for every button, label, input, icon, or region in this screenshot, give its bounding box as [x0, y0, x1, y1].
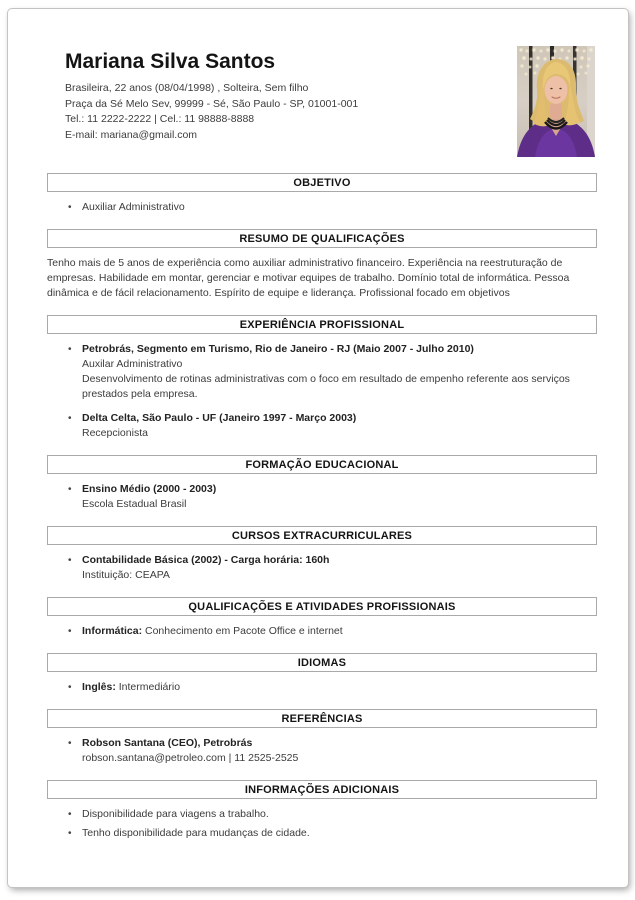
section-formacao: [47, 455, 597, 512]
section-title-formacao: FORMAÇÃO EDUCACIONAL: [47, 455, 597, 474]
job-role: Recepcionista: [82, 427, 148, 439]
section-idiomas: [47, 653, 597, 695]
profile-photo: [517, 46, 595, 157]
section-adicionais: [47, 780, 597, 841]
resume-body: [8, 173, 628, 841]
email-line: E-mail: mariana@gmail.com: [65, 128, 198, 141]
job-entry: [47, 342, 597, 402]
section-title-referencias: REFERÊNCIAS: [47, 709, 597, 728]
section-title-qualificacoes: QUALIFICAÇÕES E ATIVIDADES PROFISSIONAIS: [47, 597, 597, 616]
job-description: Desenvolvimento de rotinas administrativas com o foco em resultado de empenho referente aos serviços prestados pela empresa.: [82, 373, 570, 400]
section-title-idiomas: IDIOMAS: [47, 653, 597, 672]
reference-name: • Robson Santana (CEO), Petrobrás: [82, 737, 253, 749]
job-entry: [47, 411, 597, 441]
skill-label: Informática:: [82, 625, 143, 637]
reference-contact: robson.santana@petroleo.com | 11 2525-2525: [82, 752, 299, 764]
resume-page: [8, 9, 628, 887]
skill-entry: [47, 624, 597, 639]
job-role: Auxilar Administrativo: [82, 358, 183, 370]
resume-header: [8, 9, 628, 143]
course-institution: Instituição: CEAPA: [82, 569, 170, 581]
section-title-cursos: CURSOS EXTRACURRICULARES: [47, 526, 597, 545]
list-item-objetivo: • Auxiliar Administrativo: [47, 200, 597, 215]
profile-photo-image: [517, 46, 595, 157]
reference-entry: [47, 736, 597, 766]
job-heading: • Petrobrás, Segmento em Turismo, Rio de Janeiro - RJ (Maio 2007 - Julho 2010): [82, 343, 474, 355]
address-line: Praça da Sé Melo Sev, 99999 - Sé, São Paulo - SP, 01001-001: [65, 97, 359, 110]
section-title-experiencia: EXPERIÊNCIA PROFISSIONAL: [47, 315, 597, 334]
person-name: Mariana Silva Santos: [65, 50, 276, 73]
section-qualificacoes: [47, 597, 597, 639]
course-name: • Contabilidade Básica (2002) - Carga horária: 160h: [82, 554, 330, 566]
summary-paragraph: Tenho mais de 5 anos de experiência como auxiliar administrativo financeiro. Experiência na reestruturação de empresas. Habilidade em montar, gerenciar e motivar equipes de trabalho. Domínio total de informática. Pessoa dinâmica e de fácil relacionamento. Espírito de equipe e liderança. Profissional focado em objetivos: [47, 257, 570, 299]
section-objetivo: [47, 173, 597, 215]
section-cursos: [47, 526, 597, 583]
course-entry: [47, 553, 597, 583]
language-entry: [47, 680, 597, 695]
section-resumo: [47, 229, 597, 301]
section-title-adicionais: INFORMAÇÕES ADICIONAIS: [47, 780, 597, 799]
section-experiencia: [47, 315, 597, 441]
additional-info-item: • Tenho disponibilidade para mudanças de cidade.: [47, 826, 597, 841]
education-degree: • Ensino Médio (2000 - 2003): [82, 483, 217, 495]
job-heading: • Delta Celta, São Paulo - UF (Janeiro 1997 - Março 2003): [82, 412, 357, 424]
education-entry: [47, 482, 597, 512]
section-referencias: [47, 709, 597, 766]
section-title-objetivo: OBJETIVO: [47, 173, 597, 192]
personal-info-line: Brasileira, 22 anos (08/04/1998) , Solteira, Sem filho: [65, 82, 309, 94]
language-level: Intermediário: [115, 681, 181, 693]
education-school: Escola Estadual Brasil: [82, 498, 187, 510]
phone-line: Tel.: 11 2222-2222 | Cel.: 11 98888-8888: [65, 113, 255, 125]
language-label: Inglês:: [82, 681, 116, 693]
skill-value: Conhecimento em Pacote Office e internet: [142, 625, 343, 637]
section-title-resumo: RESUMO DE QUALIFICAÇÕES: [47, 229, 597, 248]
additional-info-item: • Disponibilidade para viagens a trabalho.: [47, 807, 597, 822]
